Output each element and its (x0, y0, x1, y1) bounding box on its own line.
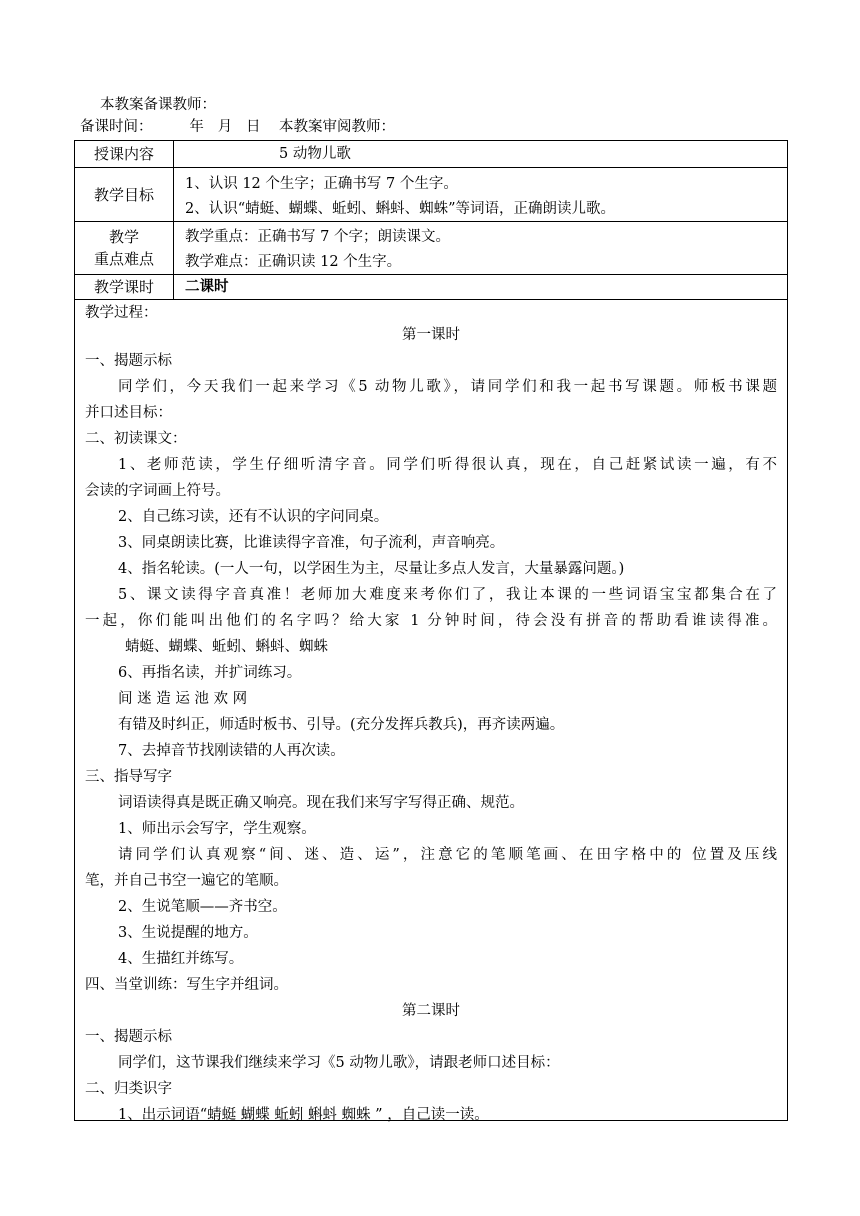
keypoints-label (75, 222, 174, 274)
keypoints-label-line2: 重点难点 (93, 250, 154, 268)
keypoint-2: 教学难点：正确识读 12 个生字。 (185, 254, 402, 270)
section-heading: 一、揭题示标 (85, 1029, 172, 1045)
process-line: 1、出示词语“蜻蜓 蝴蝶 蚯蚓 蝌蚪 蜘蛛 ” ，自己读一读。 (118, 1107, 489, 1123)
process-line: 词语读得真是既正确又响亮。现在我们来写字写得正确、规范。 (118, 795, 524, 811)
process-heading: 教学过程： (85, 305, 158, 321)
process-line: 5、课文读得字音真准！老师加大难度来考你们了，我让本课的一些词语宝宝都集合在了 (118, 587, 777, 603)
section-heading: 二、初读课文： (85, 431, 187, 447)
process-line: 2、自己练习读，还有不认识的字问同桌。 (118, 509, 389, 525)
objective-2: 2、认识“蜻蜓、蝴蝶、蚯蚓、蝌蚪、蜘蛛”等词语，正确朗读儿歌。 (185, 201, 616, 217)
session-2-title: 第二课时 (402, 1003, 460, 1019)
section-heading: 四、当堂训练：写生字并组词。 (85, 977, 288, 993)
content-label: 授课内容 (75, 141, 174, 167)
character-list: 间 迷 造 运 池 欢 网 (118, 691, 248, 707)
process-line: 1、师出示会写字，学生观察。 (118, 821, 316, 837)
process-line: 3、生说提醒的地方。 (118, 925, 258, 941)
process-line: 有错及时纠正，师适时板书、引导。(充分发挥兵教兵)，再齐读两遍。 (118, 717, 565, 733)
section-heading: 三、指导写字 (85, 769, 172, 785)
content-row (75, 141, 787, 168)
hours-label: 教学课时 (75, 275, 174, 299)
objectives-row (75, 168, 787, 222)
section-heading: 一、揭题示标 (85, 353, 172, 369)
session-1-title: 第一课时 (402, 327, 460, 343)
process-line: 4、生描红并练写。 (118, 951, 244, 967)
prep-time-line: 备课时间： 年 月 日 本教案审阅教师： (80, 119, 395, 135)
keypoint-1: 教学重点：正确书写 7 个字；朗读课文。 (185, 229, 450, 245)
process-line: 会读的字词画上符号。 (85, 483, 230, 499)
process-line: 6、再指名读，并扩词练习。 (118, 665, 302, 681)
process-line: 2、生说笔顺——齐书空。 (118, 899, 287, 915)
hours-row (75, 275, 787, 300)
process-line: 同学们，今天我们一起来学习《5 动物儿歌》，请同学们和我一起书写课题。师板书课题 (118, 379, 777, 395)
process-line: 7、去掉音节找刚读错的人再次读。 (118, 743, 345, 759)
process-line: 笔，并自己书空一遍它的笔顺。 (85, 873, 288, 889)
process-line: 4、指名轮读。(一人一句，以学困生为主，尽量让多点人发言，大量暴露问题。) (118, 561, 625, 577)
word-list: 蜻蜓、蝴蝶、蚯蚓、蝌蚪、蜘蛛 (125, 639, 328, 655)
keypoints-label-line1: 教学 (108, 228, 139, 246)
process-line: 一起，你们能叫出他们的名字吗？给大家 1 分钟时间，待会没有拼音的帮助看谁读得准。 (85, 613, 777, 629)
content-value: 5 动物儿歌 (279, 146, 351, 162)
keypoints-row (75, 222, 787, 275)
process-line: 同学们，这节课我们继续来学习《5 动物儿歌》，请跟老师口述目标： (118, 1055, 560, 1071)
objectives-label: 教学目标 (75, 168, 174, 221)
process-line: 请同学们认真观察“间、迷、造、运”，注意它的笔顺笔画、在田字格中的 位置及压线 (118, 847, 777, 863)
process-line: 3、同桌朗读比赛，比谁读得字音准，句子流利，声音响亮。 (118, 535, 505, 551)
teaching-process (75, 300, 787, 1123)
objective-1: 1、认识 12 个生字；正确书写 7 个生字。 (185, 176, 458, 192)
process-line: 并口述目标： (85, 405, 172, 421)
process-line: 1、老师范读，学生仔细听清字音。同学们听得很认真，现在，自己赶紧试读一遍，有不 (118, 457, 777, 473)
prep-teacher-line: 本教案备课教师： (100, 97, 216, 113)
section-heading: 二、归类识字 (85, 1081, 172, 1097)
hours-value: 二课时 (185, 278, 229, 295)
lesson-plan-table (74, 140, 788, 1121)
